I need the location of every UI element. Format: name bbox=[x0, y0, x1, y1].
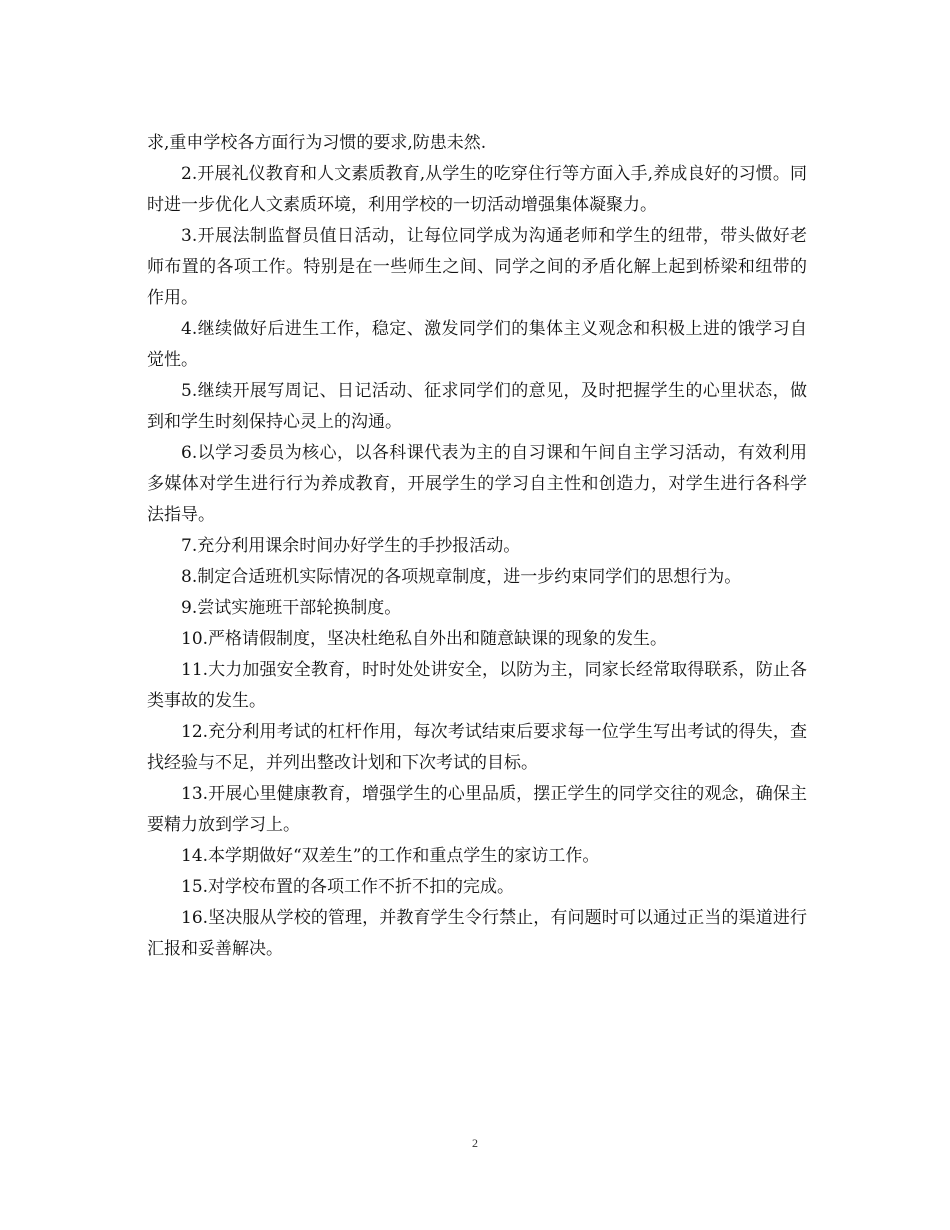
paragraph-item-9: 9.尝试实施班干部轮换制度。 bbox=[181, 598, 402, 618]
paragraph-item-14: 14.本学期做好“双差生”的工作和重点学生的家访工作。 bbox=[181, 846, 600, 866]
paragraph-item-5: 5.继续开展写周记、日记活动、征求同学们的意见，及时把握学生的心里状态，做到和学生时刻保持心灵上的沟通。 bbox=[147, 381, 807, 432]
document-body bbox=[147, 128, 807, 965]
page-number: 2 bbox=[472, 1136, 478, 1150]
paragraph-item-16: 16.坚决服从学校的管理，并教育学生令行禁止，有问题时可以通过正当的渠道进行汇报和妥善解决。 bbox=[147, 908, 807, 959]
paragraph-item-4: 4.继续做好后进生工作，稳定、激发同学们的集体主义观念和积极上进的饿学习自觉性。 bbox=[147, 319, 807, 370]
paragraph-item-8: 8.制定合适班机实际情况的各项规章制度，进一步约束同学们的思想行为。 bbox=[181, 567, 742, 587]
paragraph-item-3: 3.开展法制监督员值日活动，让每位同学成为沟通老师和学生的纽带，带头做好老师布置的各项工作。特别是在一些师生之间、同学之间的矛盾化解上起到桥梁和纽带的作用。 bbox=[147, 226, 807, 308]
paragraph-item-2: 2.开展礼仪教育和人文素质教育,从学生的吃穿住行等方面入手,养成良好的习惯。同时进一步优化人文素质环境，利用学校的一切活动增强集体凝聚力。 bbox=[147, 164, 807, 215]
paragraph-item-13: 13.开展心里健康教育，增强学生的心里品质，摆正学生的同学交往的观念，确保主要精力放到学习上。 bbox=[147, 784, 807, 835]
paragraph-item-7: 7.充分利用课余时间办好学生的手抄报活动。 bbox=[181, 536, 521, 556]
paragraph-item-11: 11.大力加强安全教育，时时处处讲安全，以防为主，同家长经常取得联系，防止各类事故的发生。 bbox=[147, 660, 807, 711]
paragraph-item-10: 10.严格请假制度，坚决杜绝私自外出和随意缺课的现象的发生。 bbox=[181, 629, 668, 649]
paragraph-continuation: 求,重申学校各方面行为习惯的要求,防患未然. bbox=[147, 133, 487, 153]
paragraph-item-15: 15.对学校布置的各项工作不折不扣的完成。 bbox=[181, 877, 515, 897]
paragraph-item-6: 6.以学习委员为核心，以各科课代表为主的自习课和午间自主学习活动，有效利用多媒体对学生进行行为养成教育，开展学生的学习自主性和创造力，对学生进行各科学法指导。 bbox=[147, 443, 807, 525]
paragraph-item-12: 12.充分利用考试的杠杆作用，每次考试结束后要求每一位学生写出考试的得失，查找经验与不足，并列出整改计划和下次考试的目标。 bbox=[147, 722, 807, 773]
